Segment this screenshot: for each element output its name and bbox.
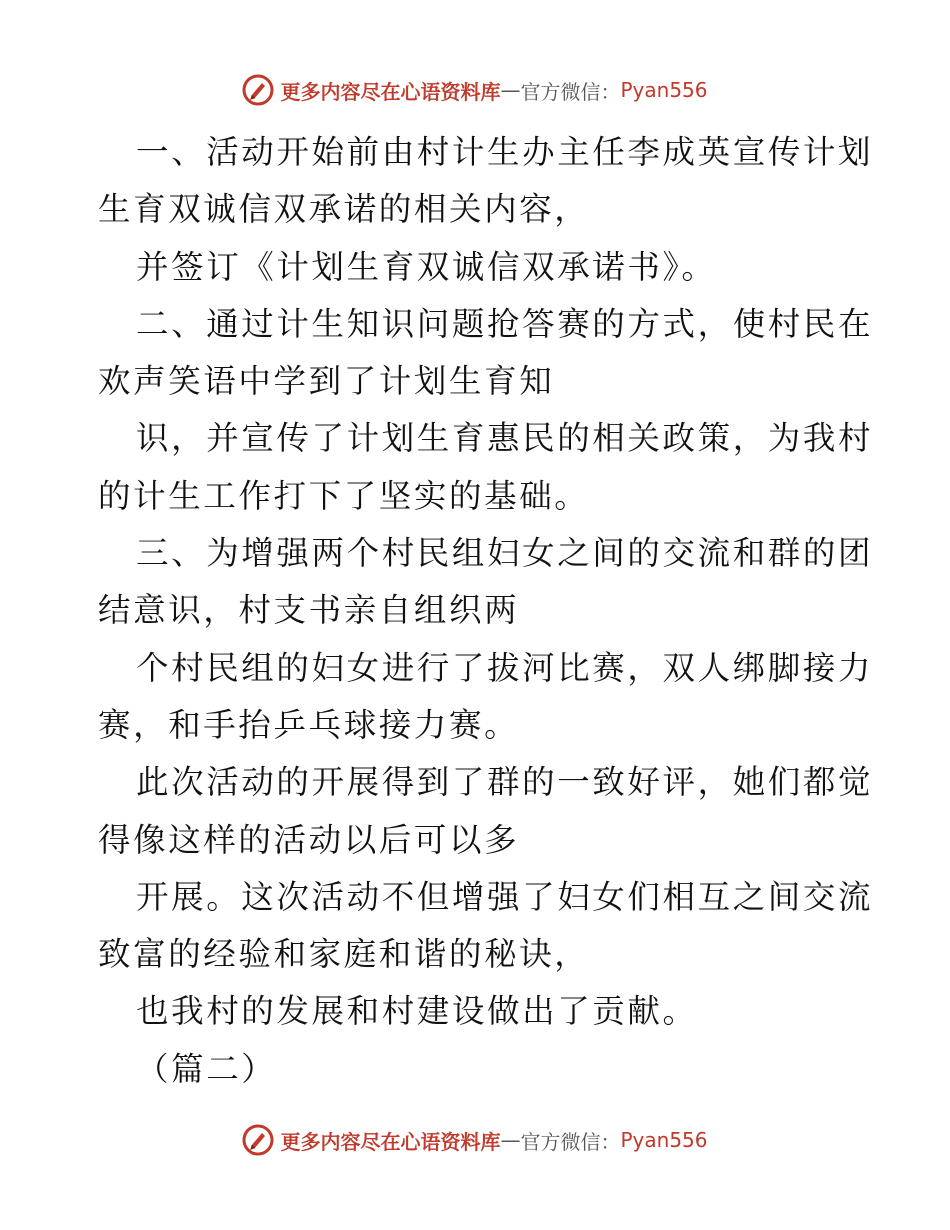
paragraph-line: 开展。这次活动不但增强了妇女们相互之间交流	[136, 877, 874, 916]
paragraph-line: 一、活动开始前由村计生办主任李成英宣传计划	[136, 133, 874, 171]
paragraph-line: 识，并宣传了计划生育惠民的相关政策，为我村	[136, 419, 874, 458]
document-body	[98, 124, 874, 1098]
watermark-separator: —	[500, 1128, 521, 1152]
paragraph-line: 此次活动的开展得到了群的一致好评，她们都觉	[136, 763, 874, 802]
watermark-wechat-id: Pyan556	[620, 78, 708, 102]
watermark-separator: —	[500, 78, 521, 102]
header-watermark	[0, 70, 950, 110]
paragraph-line: 致富的经验和家庭和谐的秘诀，	[98, 935, 590, 974]
paragraph-line: 赛，和手抬乒乓球接力赛。	[98, 705, 520, 744]
paragraph-line: 生育双诚信双承诺的相关内容，	[98, 190, 590, 229]
paragraph-line: 也我村的发展和村建设做出了贡献。	[136, 992, 698, 1031]
paragraph-line: 的计生工作打下了坚实的基础。	[98, 476, 590, 515]
watermark-site-text: 更多内容尽在心语资料库	[280, 1129, 501, 1154]
paragraph-line: 个村民组的妇女进行了拔河比赛，双人绑脚接力	[136, 648, 874, 687]
paragraph-line: 三、为增强两个村民组妇女之间的交流和群的团	[136, 534, 874, 573]
brand-logo-icon	[242, 1124, 274, 1156]
footer-watermark	[0, 1120, 950, 1160]
paragraph-line: 欢声笑语中学到了计划生育知	[98, 362, 555, 401]
watermark-label: 官方微信：	[520, 1129, 621, 1154]
paragraph-line: 得像这样的活动以后可以多	[98, 820, 520, 859]
watermark-wechat-id: Pyan556	[620, 1128, 708, 1152]
section-heading: （篇二）	[136, 1049, 277, 1088]
paragraph-line: 结意识，村支书亲自组织两	[98, 591, 520, 630]
brand-logo-icon	[242, 74, 274, 106]
watermark-site-text: 更多内容尽在心语资料库	[280, 79, 501, 104]
watermark-label: 官方微信：	[520, 79, 621, 104]
paragraph-line: 二、通过计生知识问题抢答赛的方式，使村民在	[136, 304, 874, 343]
paragraph-line: 并签订《计划生育双诚信双承诺书》。	[136, 247, 717, 286]
